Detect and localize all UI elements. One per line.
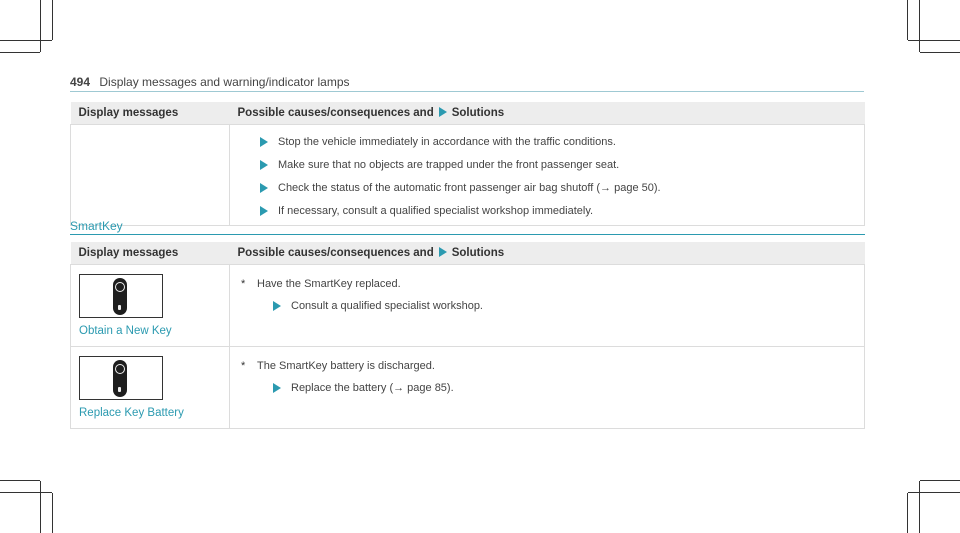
display-message-cell: [71, 125, 230, 226]
key-fob-icon: [113, 278, 127, 315]
page-link[interactable]: Replace the battery (→ page 85).: [291, 381, 454, 394]
solution-step: Make sure that no objects are trapped under the front passenger seat.: [260, 153, 864, 176]
crop-mark: [907, 493, 908, 533]
page-header-title: Display messages and warning/indicator lamps: [99, 75, 350, 89]
smartkey-display-icon: [79, 356, 163, 400]
crop-mark: [908, 40, 960, 41]
crop-mark: [920, 480, 960, 481]
display-message-cell: [71, 265, 230, 347]
solution-step: [273, 376, 863, 399]
crop-mark: [0, 492, 52, 493]
crop-mark: [908, 492, 960, 493]
solutions-cell: [230, 347, 865, 429]
smartkey-display-icon: [79, 274, 163, 318]
crop-mark: [40, 481, 41, 533]
section-title-smartkey: SmartKey: [70, 219, 123, 233]
display-message-cell: [71, 347, 230, 429]
solution-step: Consult a qualified specialist workshop.: [273, 294, 863, 317]
crop-mark: [0, 40, 52, 41]
play-arrow-icon: [260, 137, 268, 147]
crop-mark: [920, 52, 960, 53]
solutions-cell: [230, 125, 865, 226]
cause-line: * The SmartKey battery is discharged.: [241, 360, 435, 372]
solution-step: Stop the vehicle immediately in accordance with the traffic conditions.: [260, 130, 864, 153]
play-arrow-icon: [439, 247, 447, 257]
crop-mark: [0, 480, 40, 481]
crop-mark: [919, 481, 920, 533]
play-arrow-icon: [273, 383, 281, 393]
cause-line: * Have the SmartKey replaced.: [241, 278, 401, 290]
table-row: [71, 125, 865, 226]
play-arrow-icon: [439, 107, 447, 117]
header-divider: [70, 91, 864, 92]
solution-step: If necessary, consult a qualified specialist workshop immediately.: [260, 199, 864, 222]
solutions-cell: [230, 265, 865, 347]
col-causes-solutions: Possible causes/consequences and Solutions: [230, 102, 865, 125]
section-divider: [70, 234, 865, 235]
table-row: [71, 347, 865, 429]
display-messages-table-smartkey: [70, 242, 865, 429]
display-message-label: Replace Key Battery: [79, 407, 184, 419]
key-fob-icon: [113, 360, 127, 397]
crop-mark: [52, 493, 53, 533]
play-arrow-icon: [260, 160, 268, 170]
table-header-row: [71, 102, 865, 125]
crop-mark: [40, 0, 41, 52]
crop-mark: [0, 52, 40, 53]
page-number: 494: [70, 75, 91, 89]
col-display-messages: Display messages: [71, 242, 230, 265]
table-row: [71, 265, 865, 347]
page-link[interactable]: Check the status of the automatic front passenger air bag shutoff (→ page 50).: [278, 181, 661, 194]
crop-mark: [919, 0, 920, 52]
col-display-messages: Display messages: [71, 102, 230, 125]
display-messages-table-airbag: [70, 102, 865, 226]
page-header: [70, 75, 350, 89]
col-causes-solutions: Possible causes/consequences and Solutions: [230, 242, 865, 265]
crop-mark: [52, 0, 53, 40]
play-arrow-icon: [260, 183, 268, 193]
solution-step: [260, 176, 864, 199]
table-header-row: [71, 242, 865, 265]
play-arrow-icon: [273, 301, 281, 311]
crop-mark: [907, 0, 908, 40]
display-message-label: Obtain a New Key: [79, 325, 172, 337]
play-arrow-icon: [260, 206, 268, 216]
